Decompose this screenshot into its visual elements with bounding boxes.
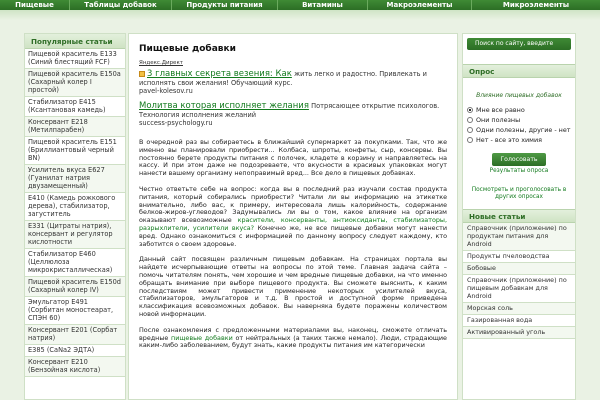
list-item[interactable]: Стабилизатор Е415 (Ксантановая камедь)	[25, 97, 125, 117]
list-item[interactable]: Морская соль	[463, 303, 575, 315]
ad-url[interactable]: success-psychology.ru	[139, 119, 213, 127]
list-item[interactable]: Е331 (Цитраты натрия), консервант и регулятор кислотности	[25, 221, 125, 249]
list-item[interactable]: Стабилизатор Е460 (Целлюлоза микрокристаллическая)	[25, 249, 125, 277]
list-item[interactable]: Активированный уголь	[463, 327, 575, 339]
poll-options	[463, 105, 575, 145]
nav-tab-vitamins[interactable]: Витамины	[278, 0, 368, 10]
nav-tab-food-products[interactable]: Продукты питания	[172, 0, 278, 10]
question-paragraph	[139, 186, 447, 248]
list-item[interactable]: Эмульгатор Е491 (Сорбитан моностеарат, СПЭН 60)	[25, 297, 125, 325]
header-strip	[0, 10, 600, 20]
list-item[interactable]: Пищевой краситель Е150а (Сахарный колер I простой)	[25, 69, 125, 97]
closing-paragraph	[139, 327, 447, 350]
radio-icon[interactable]	[467, 137, 473, 143]
intro-paragraph: В очередной раз вы собираетесь в ближайший супермаркет за покупками. Так, что же именно вы планировали приобрести... Колбаса, шпроты, конфеты, сыр, консервы. Вы постоянно берете продукты питания с полочек, кладете в корзину и направляетесь на кассу. И при этом даже не подозреваете, что вкусности в красивых упаковках могут нанести вашему организму непоправимый вред... Все дело в пищевых добавках.	[139, 138, 447, 178]
closing-text: После ознакомления с предложенными материалами вы, наконец, сможете отличать вредные	[139, 325, 447, 342]
nav-tab-additive-tables[interactable]: Таблицы добавок	[70, 0, 172, 10]
ad-url[interactable]: pavel-kolesov.ru	[139, 87, 193, 95]
ad-title-link[interactable]: 3 главных секрета везения: Как	[147, 69, 292, 79]
right-sidebar	[462, 33, 576, 400]
list-item[interactable]: Е410 (Камедь рожкового дерева), стабилизатор, загуститель	[25, 193, 125, 221]
other-polls-link[interactable]: Посмотреть и проголосовать в других опросах	[471, 187, 567, 200]
poll-results-link[interactable]: Результаты опроса	[489, 168, 549, 174]
list-item[interactable]: Продукты пчеловодства	[463, 251, 575, 263]
poll-option[interactable]	[463, 135, 575, 145]
list-item[interactable]: Усилитель вкуса Е627 (Гуанилат натрия двузамещенный)	[25, 165, 125, 193]
poll-option[interactable]	[463, 115, 575, 125]
popular-articles-list	[25, 49, 125, 377]
search-input[interactable]: Поиск по сайту, введите	[467, 38, 571, 50]
list-item[interactable]: Пищевой краситель Е151 (Бриллиантовый черный BN)	[25, 137, 125, 165]
nav-tab-food-additives[interactable]: Пищевые	[0, 0, 70, 10]
list-item[interactable]: Консервант Е210 (Бензойная кислота)	[25, 357, 125, 377]
question-text: Честно ответьте себе на вопрос: когда вы в последний раз изучали состав продукта питания, который собирались приобрести? Читали ли вы информацию на этикетке внимательно, либо вас, к примеру, интересовала лишь калорийность, содержание белков-жиров-углеводов? Задумывались ли вы о том, какое влияние на организм оказывают всевозможные	[139, 184, 447, 225]
main-content	[128, 33, 458, 400]
ad-text: жить легко и радостно. Привлекать и исполнять свои желания! Обучающий курс.	[139, 70, 427, 87]
popular-articles-sidebar	[24, 33, 126, 400]
poll-option[interactable]	[463, 125, 575, 135]
ad-icon	[139, 71, 145, 77]
additive-types-link[interactable]: красители, консерванты, антиоксиданты, стабилизаторы, разрыхлители, усилители вкуса?	[139, 216, 447, 232]
list-item[interactable]: Пищевой краситель Е133 (Синий блестящий FCF)	[25, 49, 125, 69]
list-item[interactable]: Пищевой краситель Е150d (Сахарный колер IV)	[25, 277, 125, 297]
list-item[interactable]: Консервант Е218 (Метилпарабен)	[25, 117, 125, 137]
ad-block	[139, 69, 447, 95]
ad-text: Потрясающее открытие психологов. Технология исполнения желаний	[139, 102, 440, 119]
ad-block	[139, 101, 447, 127]
radio-icon[interactable]	[467, 127, 473, 133]
list-item[interactable]: Газированная вода	[463, 315, 575, 327]
nav-tab-microelements[interactable]: Микроэлементы	[502, 1, 570, 9]
new-articles-list	[463, 223, 575, 339]
poll-question: Влияние пищевых добавок	[476, 92, 562, 99]
list-item[interactable]: Бобовые	[463, 263, 575, 275]
list-item[interactable]: Е385 (CaNa2 ЭДТА)	[25, 345, 125, 357]
poll-option-label: Они полезны	[476, 116, 521, 124]
list-item[interactable]: Консервант Е201 (Сорбат натрия)	[25, 325, 125, 345]
radio-icon[interactable]	[467, 117, 473, 123]
popular-articles-heading: Популярные статьи	[25, 34, 125, 49]
poll-option-label: Мне все равно	[476, 106, 525, 114]
poll-option-label: Одни полезны, другие - нет	[476, 126, 571, 134]
food-additives-link[interactable]: пищевые добавки	[171, 333, 233, 342]
radio-icon[interactable]	[467, 107, 473, 113]
question-text-end: Конечно же, не все пищевые добавки могут нанести вред. Однако ознакомиться с информацией по данному вопросу следует каждому, кто заботится о своем здоровье.	[139, 223, 447, 248]
closing-text-end: от нейтральных (а таких также немало). Люди, страдающие каким-либо заболеванием, будут знать, какие продукты питания им категорически	[139, 333, 447, 350]
about-paragraph: Данный сайт посвящен различным пищевым добавкам. На страницах портала вы найдете исчерпывающие ответы на вопросы по этой теме. Главная задача сайта – помочь читателям понять, чем хорошие и чем вредные пищевые добавки, на что именно обращать внимание при выборе пищевого продукта. Вы сможете выяснить, к каким последствиям может привести применение некоторых усилителей вкуса, стабилизаторов, эмульгаторов и т.д. В простой и доступной форме приведена классификация всевозможных добавок. Вы наверняка будете поражены количеством новой информации.	[139, 255, 447, 318]
top-navigation	[0, 0, 600, 10]
list-item[interactable]: Справочник (приложение) по пищевым добавкам для Android	[463, 275, 575, 303]
yandex-direct-label[interactable]: Яндекс.Директ	[139, 60, 183, 66]
vote-button[interactable]: Голосовать	[492, 153, 546, 166]
page-title: Пищевые добавки	[139, 44, 236, 54]
nav-tab-macroelements[interactable]: Макроэлементы	[368, 0, 472, 10]
poll-option-label: Нет - все это химия	[476, 136, 542, 144]
new-articles-heading: Новые статьи	[463, 209, 575, 223]
poll-option[interactable]	[463, 105, 575, 115]
poll-heading: Опрос	[463, 64, 575, 78]
ad-title-link[interactable]: Молитва которая исполняет желания	[139, 101, 309, 111]
list-item[interactable]: Справочник (приложение) по продуктам питания для Android	[463, 223, 575, 251]
